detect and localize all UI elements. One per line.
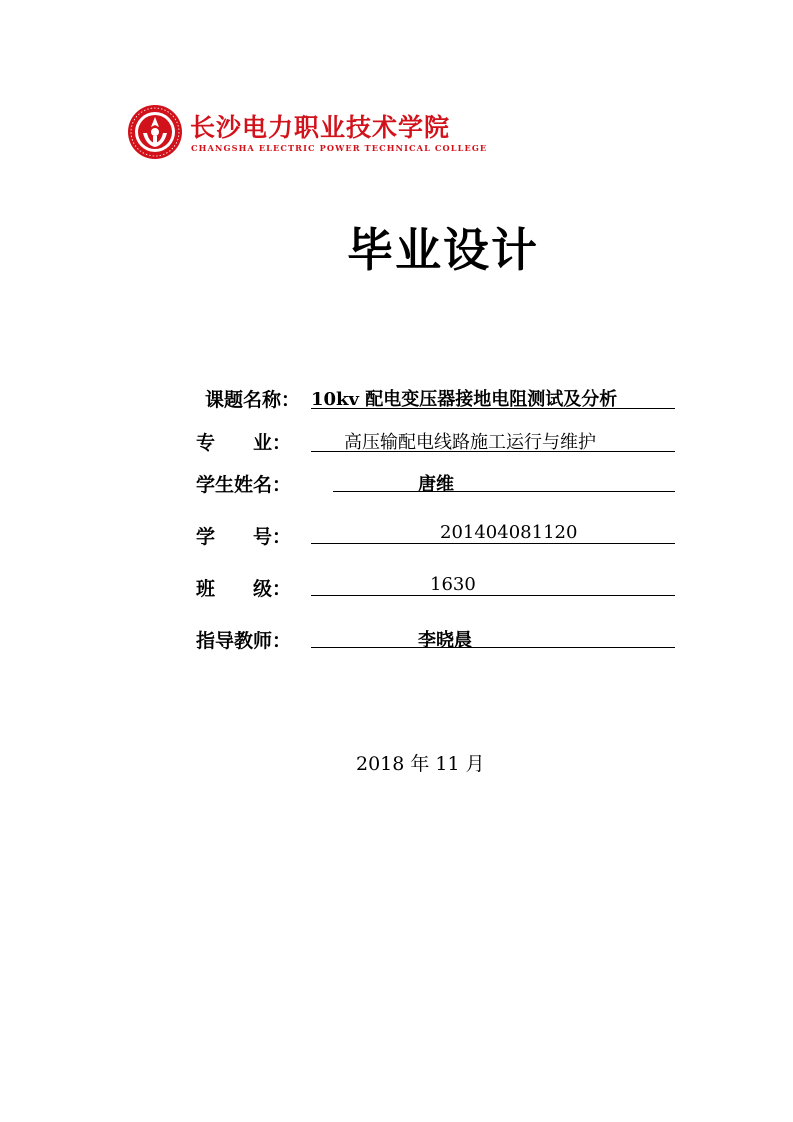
student-name-value: 唐维: [418, 474, 454, 495]
class-label: 班 级：: [196, 578, 292, 600]
student-id-value: 201404081120: [440, 522, 578, 543]
advisor-underline: [311, 647, 675, 648]
class-value: 1630: [430, 574, 476, 595]
student-id-label: 学 号：: [196, 526, 292, 548]
class-underline: [311, 595, 675, 596]
topic-value: 10kv 配电变压器接地电阻测试及分析: [311, 389, 618, 410]
major-label: 专 业：: [196, 432, 292, 454]
student-name-underline: [333, 491, 675, 492]
document-date: 2018 年 11 月: [356, 753, 485, 775]
college-logo: [126, 103, 488, 163]
document-title: 毕业设计: [347, 223, 539, 277]
college-name-en: CHANGSHA ELECTRIC POWER TECHNICAL COLLEGE: [191, 143, 488, 153]
major-underline: [311, 451, 675, 452]
college-name-cn: 长沙电力职业技术学院: [190, 113, 451, 142]
major-value: 高压输配电线路施工运行与维护: [344, 432, 596, 453]
advisor-label: 指导教师：: [196, 630, 292, 652]
student-name-label: 学生姓名：: [196, 474, 292, 496]
advisor-value: 李晓晨: [418, 630, 472, 651]
college-emblem-icon: [126, 103, 184, 161]
student-id-underline: [311, 543, 675, 544]
topic-label: 课题名称：: [205, 389, 301, 411]
topic-underline: [311, 408, 675, 409]
